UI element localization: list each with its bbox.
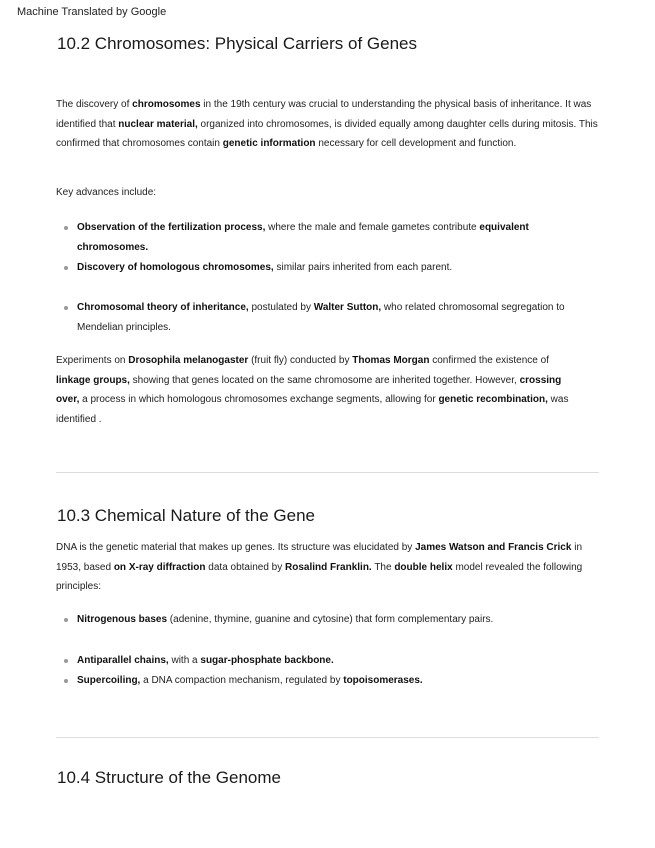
- paragraph-chromosomes-discovery: The discovery of chromosomes in the 19th century was crucial to understanding the physical basis of inheritance. It was identified that nuclear material, organized into chromosomes, is divided equally among daughter cells during mitosis. This confirmed that chromosomes contain genetic information necessary for cell development and function.: [56, 99, 598, 149]
- list-item: Chromosomal theory of inheritance, postulated by Walter Sutton, who related chromosomal segregation to Mendelian principles.: [77, 298, 597, 337]
- list-item: Discovery of homologous chromosomes, similar pairs inherited from each parent.: [77, 258, 597, 278]
- list-item: Nitrogenous bases (adenine, thymine, guanine and cytosine) that form complementary pairs.: [77, 610, 597, 630]
- list-item: Antiparallel chains, with a sugar-phosphate backbone.: [77, 651, 597, 671]
- section-title-10-3: 10.3 Chemical Nature of the Gene: [57, 506, 315, 525]
- section-title-10-2: 10.2 Chromosomes: Physical Carriers of Genes: [57, 34, 417, 53]
- key-advances-intro: Key advances include:: [56, 187, 157, 198]
- machine-translated-note: Machine Translated by Google: [17, 6, 167, 18]
- section-title-10-4: 10.4 Structure of the Genome: [57, 768, 281, 787]
- list-item: Observation of the fertilization process, where the male and female gametes contribute equivalent chromosomes.: [77, 218, 597, 257]
- paragraph-dna-structure: DNA is the genetic material that makes up genes. Its structure was elucidated by James Watson and Francis Crick in 1953, based on X-ray diffraction data obtained by Rosalind Franklin. The double helix model revealed the following principles:: [56, 542, 583, 592]
- section-divider: [56, 472, 599, 473]
- list-item: Supercoiling, a DNA compaction mechanism, regulated by topoisomerases.: [77, 671, 597, 691]
- section-divider: [56, 737, 599, 738]
- paragraph-morgan-experiments: Experiments on Drosophila melanogaster (fruit fly) conducted by Thomas Morgan confirmed the existence of linkage groups, showing that genes located on the same chromosome are inherited together. However, crossing over, a process in which homologous chromosomes exchange segments, allowing for genetic recombination, was identified .: [56, 355, 569, 425]
